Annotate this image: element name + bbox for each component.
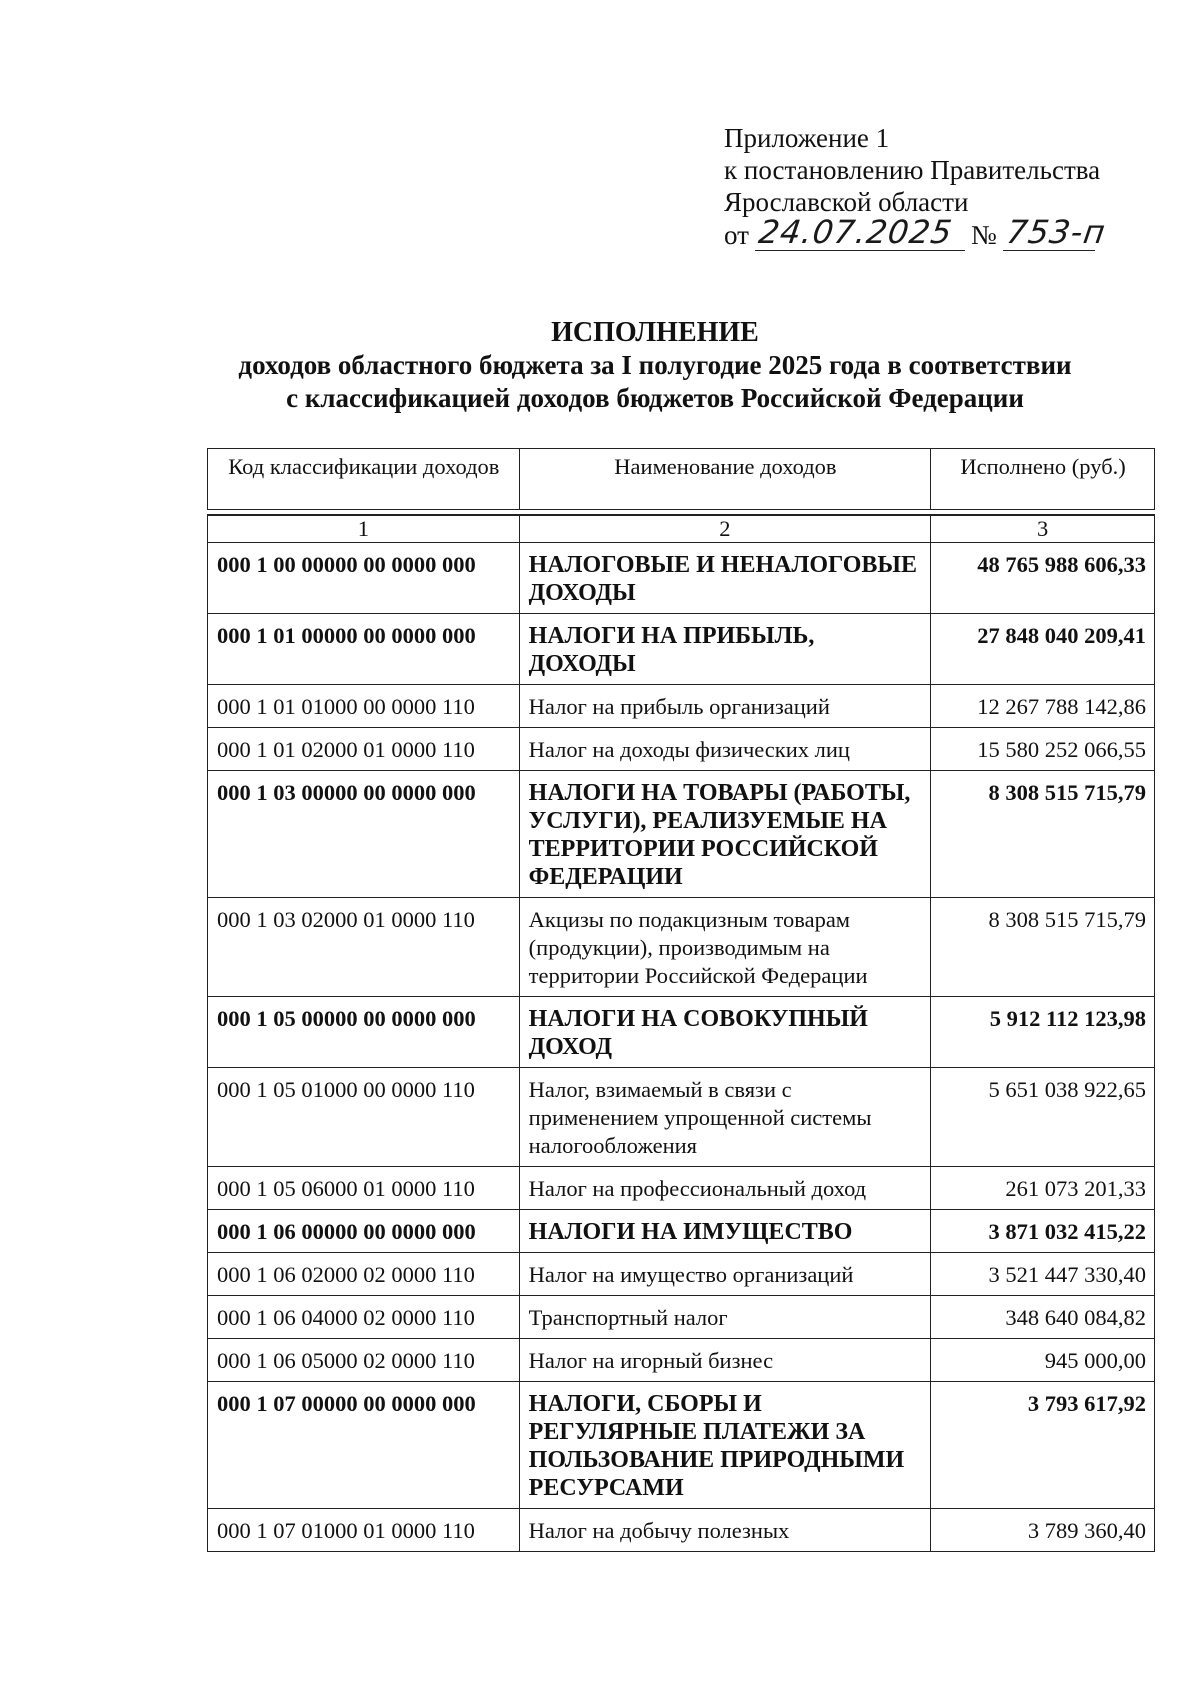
income-table bbox=[207, 448, 1155, 1552]
table-row bbox=[208, 614, 1155, 685]
appendix-region-line: Ярославской области bbox=[724, 187, 969, 217]
row-amount: 12 267 788 142,86 bbox=[931, 685, 1155, 728]
table-row bbox=[208, 1296, 1155, 1339]
row-amount: 3 521 447 330,40 bbox=[931, 1253, 1155, 1296]
row-amount: 5 651 038 922,65 bbox=[931, 1068, 1155, 1167]
row-code: 000 1 05 00000 00 0000 000 bbox=[208, 997, 520, 1068]
row-amount: 5 912 112 123,98 bbox=[931, 997, 1155, 1068]
number-sign-label: № bbox=[970, 220, 997, 250]
row-name: НАЛОГОВЫЕ И НЕНАЛОГОВЫЕ ДОХОДЫ bbox=[519, 543, 931, 614]
row-amount: 945 000,00 bbox=[931, 1339, 1155, 1382]
table-row bbox=[208, 543, 1155, 614]
appendix-block bbox=[724, 122, 1108, 251]
column-number: 2 bbox=[519, 515, 931, 543]
appendix-date-number-line bbox=[724, 213, 1108, 251]
title-line-2: доходов областного бюджета за I полугодие 2025 года в соответствии bbox=[238, 350, 1072, 380]
row-amount: 261 073 201,33 bbox=[931, 1167, 1155, 1210]
handwritten-number: 753-п bbox=[1004, 213, 1108, 251]
title-line-3: с классификацией доходов бюджетов Российской Федерации bbox=[286, 383, 1024, 413]
row-code: 000 1 00 00000 00 0000 000 bbox=[208, 543, 520, 614]
from-label: от bbox=[724, 220, 749, 250]
table-row bbox=[208, 685, 1155, 728]
row-name: Налог, взимаемый в связи с применением упрощенной системы налогообложения bbox=[519, 1068, 931, 1167]
table-row bbox=[208, 728, 1155, 771]
table-row bbox=[208, 1210, 1155, 1253]
header-name: Наименование доходов bbox=[519, 449, 931, 510]
row-code: 000 1 03 00000 00 0000 000 bbox=[208, 771, 520, 898]
row-name: Налог на профессиональный доход bbox=[519, 1167, 931, 1210]
date-field bbox=[755, 213, 965, 251]
table-row bbox=[208, 1509, 1155, 1552]
row-name: НАЛОГИ НА ТОВАРЫ (РАБОТЫ, УСЛУГИ), РЕАЛИЗУЕМЫЕ НА ТЕРРИТОРИИ РОССИЙСКОЙ ФЕДЕРАЦИИ bbox=[519, 771, 931, 898]
header-amount: Исполнено (руб.) bbox=[931, 449, 1155, 510]
row-name: НАЛОГИ, СБОРЫ И РЕГУЛЯРНЫЕ ПЛАТЕЖИ ЗА ПОЛЬЗОВАНИЕ ПРИРОДНЫМИ РЕСУРСАМИ bbox=[519, 1382, 931, 1509]
row-amount: 3 793 617,92 bbox=[931, 1382, 1155, 1509]
row-amount: 48 765 988 606,33 bbox=[931, 543, 1155, 614]
row-amount: 3 871 032 415,22 bbox=[931, 1210, 1155, 1253]
row-code: 000 1 01 02000 01 0000 110 bbox=[208, 728, 520, 771]
row-code: 000 1 03 02000 01 0000 110 bbox=[208, 898, 520, 997]
row-name: Налог на прибыль организаций bbox=[519, 685, 931, 728]
table-row bbox=[208, 898, 1155, 997]
row-amount: 348 640 084,82 bbox=[931, 1296, 1155, 1339]
appendix-resolution-line: к постановлению Правительства bbox=[724, 155, 1101, 185]
table-row bbox=[208, 997, 1155, 1068]
row-code: 000 1 06 05000 02 0000 110 bbox=[208, 1339, 520, 1382]
row-code: 000 1 07 00000 00 0000 000 bbox=[208, 1382, 520, 1509]
row-code: 000 1 06 04000 02 0000 110 bbox=[208, 1296, 520, 1339]
header-code: Код классификации доходов bbox=[208, 449, 520, 510]
table-row bbox=[208, 1339, 1155, 1382]
row-name: Транспортный налог bbox=[519, 1296, 931, 1339]
row-code: 000 1 01 00000 00 0000 000 bbox=[208, 614, 520, 685]
row-code: 000 1 06 00000 00 0000 000 bbox=[208, 1210, 520, 1253]
row-name: Налог на имущество организаций bbox=[519, 1253, 931, 1296]
row-name: Налог на игорный бизнес bbox=[519, 1339, 931, 1382]
table-row bbox=[208, 1167, 1155, 1210]
row-name: Налог на доходы физических лиц bbox=[519, 728, 931, 771]
table-row bbox=[208, 1253, 1155, 1296]
row-code: 000 1 06 02000 02 0000 110 bbox=[208, 1253, 520, 1296]
row-amount: 15 580 252 066,55 bbox=[931, 728, 1155, 771]
document-title bbox=[190, 316, 1120, 415]
table-row bbox=[208, 771, 1155, 898]
row-amount: 27 848 040 209,41 bbox=[931, 614, 1155, 685]
row-amount: 8 308 515 715,79 bbox=[931, 898, 1155, 997]
row-name: НАЛОГИ НА ИМУЩЕСТВО bbox=[519, 1210, 931, 1253]
row-name: НАЛОГИ НА ПРИБЫЛЬ, ДОХОДЫ bbox=[519, 614, 931, 685]
column-number: 1 bbox=[208, 515, 520, 543]
row-code: 000 1 07 01000 01 0000 110 bbox=[208, 1509, 520, 1552]
row-name: Акцизы по подакцизным товарам (продукции), производимым на территории Российской Федерации bbox=[519, 898, 931, 997]
row-amount: 8 308 515 715,79 bbox=[931, 771, 1155, 898]
row-amount: 3 789 360,40 bbox=[931, 1509, 1155, 1552]
column-number: 3 bbox=[931, 515, 1155, 543]
handwritten-date: 24.07.2025 bbox=[756, 213, 955, 251]
row-code: 000 1 05 01000 00 0000 110 bbox=[208, 1068, 520, 1167]
column-number-row bbox=[208, 515, 1155, 543]
title-line-1: ИСПОЛНЕНИЕ bbox=[551, 317, 759, 348]
row-code: 000 1 01 01000 00 0000 110 bbox=[208, 685, 520, 728]
table-row bbox=[208, 1382, 1155, 1509]
table-row bbox=[208, 1068, 1155, 1167]
number-field bbox=[1003, 213, 1108, 251]
appendix-title: Приложение 1 bbox=[724, 123, 890, 153]
row-name: Налог на добычу полезных bbox=[519, 1509, 931, 1552]
table-header-row bbox=[208, 449, 1155, 510]
row-name: НАЛОГИ НА СОВОКУПНЫЙ ДОХОД bbox=[519, 997, 931, 1068]
row-code: 000 1 05 06000 01 0000 110 bbox=[208, 1167, 520, 1210]
